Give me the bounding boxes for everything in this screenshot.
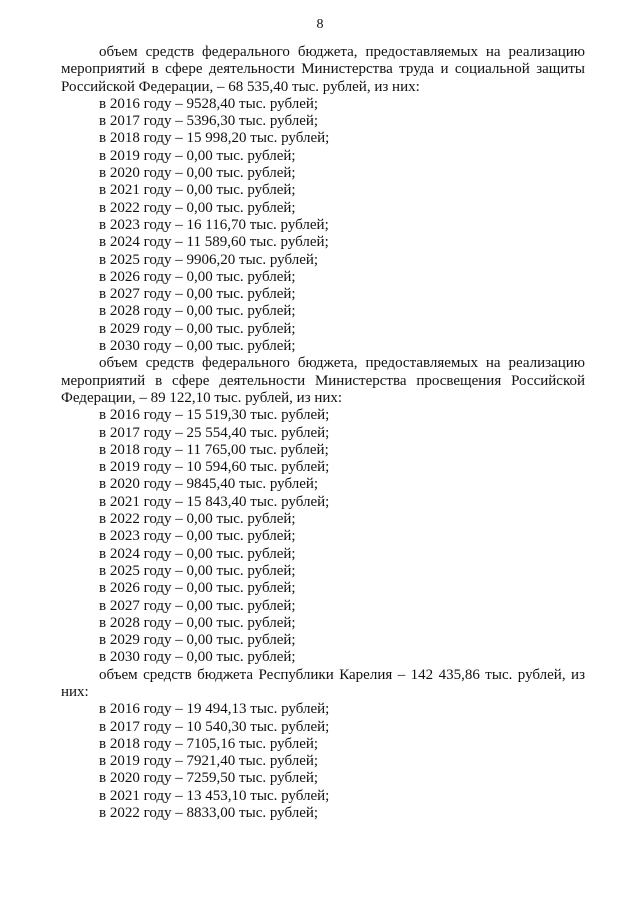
section-intro: объем средств федерального бюджета, предоставляемых на реализацию мероприятий в сфере деятельности Министерства просвещения Российской Федерации, – 89 122,10 тыс. рублей, из них: <box>61 355 585 406</box>
year-amount-item: в 2021 году – 0,00 тыс. рублей; <box>99 182 296 199</box>
year-amount-item: в 2028 году – 0,00 тыс. рублей; <box>99 614 296 631</box>
year-amount-item: в 2022 году – 8833,00 тыс. рублей; <box>99 805 319 822</box>
year-amount-item: в 2026 году – 0,00 тыс. рублей; <box>99 580 296 597</box>
year-amount-item: в 2016 году – 9528,40 тыс. рублей; <box>99 95 319 112</box>
year-amount-item: в 2018 году – 15 998,20 тыс. рублей; <box>99 130 330 147</box>
section-intro: объем средств бюджета Республики Карелия – 142 435,86 тыс. рублей, из них: <box>61 666 585 700</box>
year-amount-item: в 2020 году – 7259,50 тыс. рублей; <box>99 770 319 787</box>
yearly-amounts-list <box>61 407 585 666</box>
year-amount-item: в 2027 году – 0,00 тыс. рублей; <box>99 286 296 303</box>
federal-education-ministry-section <box>61 355 585 666</box>
year-amount-item: в 2017 году – 10 540,30 тыс. рублей; <box>99 718 330 735</box>
year-amount-item: в 2024 году – 0,00 тыс. рублей; <box>99 545 296 562</box>
year-amount-item: в 2020 году – 0,00 тыс. рублей; <box>99 165 296 182</box>
year-amount-item: в 2030 году – 0,00 тыс. рублей; <box>99 649 296 666</box>
year-amount-item: в 2022 году – 0,00 тыс. рублей; <box>99 511 296 528</box>
year-amount-item: в 2023 году – 16 116,70 тыс. рублей; <box>99 216 329 233</box>
year-amount-item: в 2028 году – 0,00 тыс. рублей; <box>99 303 296 320</box>
regional-budget-section <box>61 667 585 823</box>
year-amount-item: в 2029 году – 0,00 тыс. рублей; <box>99 320 296 337</box>
page-number: 8 <box>316 17 324 32</box>
page-content <box>61 44 585 822</box>
year-amount-item: в 2025 году – 9906,20 тыс. рублей; <box>99 251 319 268</box>
year-amount-item: в 2020 году – 9845,40 тыс. рублей; <box>99 476 319 493</box>
year-amount-item: в 2024 году – 11 589,60 тыс. рублей; <box>99 234 329 251</box>
year-amount-item: в 2022 году – 0,00 тыс. рублей; <box>99 199 296 216</box>
section-intro: объем средств федерального бюджета, предоставляемых на реализацию мероприятий в сфере деятельности Министерства труда и социальной защиты Российской Федерации, – 68 535,40 тыс. рублей, из них: <box>61 44 585 95</box>
year-amount-item: в 2025 году – 0,00 тыс. рублей; <box>99 562 296 579</box>
year-amount-item: в 2023 году – 0,00 тыс. рублей; <box>99 528 296 545</box>
year-amount-item: в 2016 году – 15 519,30 тыс. рублей; <box>99 407 330 424</box>
federal-labor-ministry-section <box>61 44 585 355</box>
year-amount-item: в 2016 году – 19 494,13 тыс. рублей; <box>99 701 330 718</box>
year-amount-item: в 2021 году – 13 453,10 тыс. рублей; <box>99 787 330 804</box>
year-amount-item: в 2026 году – 0,00 тыс. рублей; <box>99 268 296 285</box>
year-amount-item: в 2021 году – 15 843,40 тыс. рублей; <box>99 493 330 510</box>
year-amount-item: в 2019 году – 7921,40 тыс. рублей; <box>99 753 319 770</box>
year-amount-item: в 2029 году – 0,00 тыс. рублей; <box>99 632 296 649</box>
yearly-amounts-list <box>61 701 585 822</box>
year-amount-item: в 2017 году – 25 554,40 тыс. рублей; <box>99 424 330 441</box>
year-amount-item: в 2019 году – 10 594,60 тыс. рублей; <box>99 459 330 476</box>
year-amount-item: в 2017 году – 5396,30 тыс. рублей; <box>99 113 319 130</box>
year-amount-item: в 2030 году – 0,00 тыс. рублей; <box>99 338 296 355</box>
year-amount-item: в 2018 году – 11 765,00 тыс. рублей; <box>99 441 329 458</box>
year-amount-item: в 2019 году – 0,00 тыс. рублей; <box>99 147 296 164</box>
year-amount-item: в 2027 году – 0,00 тыс. рублей; <box>99 597 296 614</box>
year-amount-item: в 2018 году – 7105,16 тыс. рублей; <box>99 735 319 752</box>
yearly-amounts-list <box>61 96 585 355</box>
